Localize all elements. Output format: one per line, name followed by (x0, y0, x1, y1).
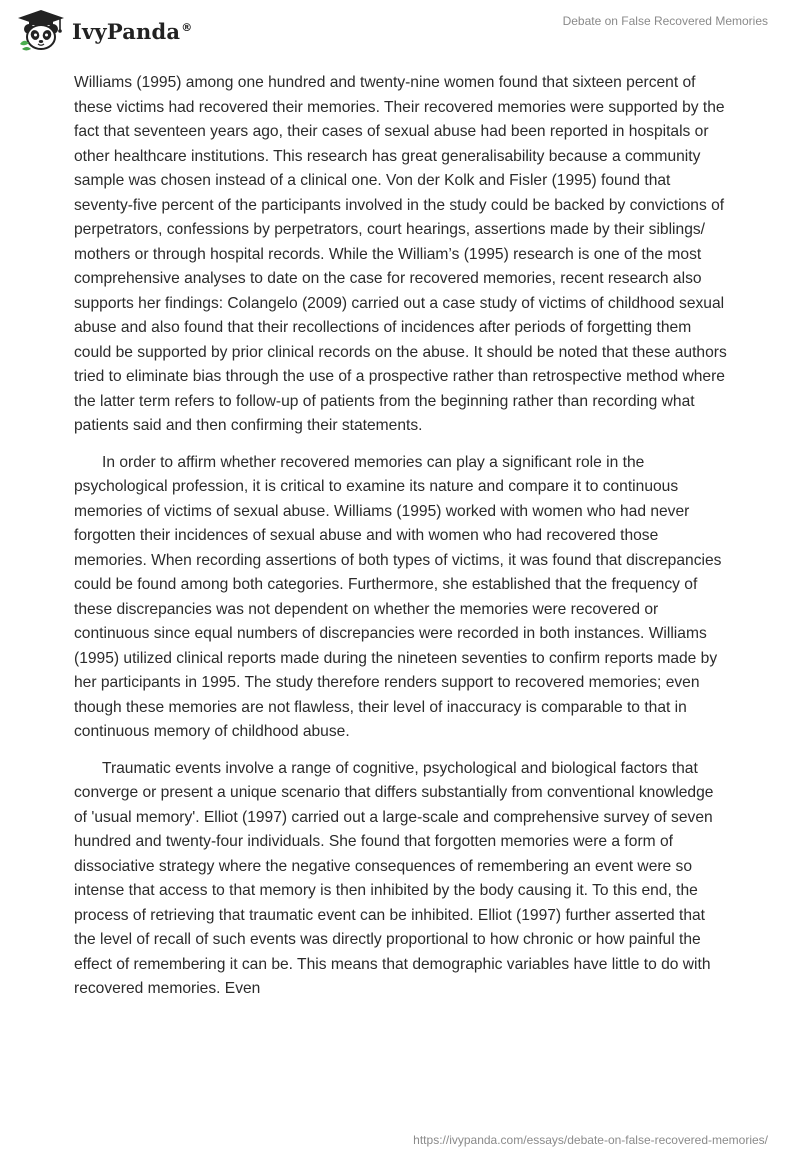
paragraph-1: Williams (1995) among one hundred and twenty-nine women found that sixteen percent of these victims had recovered their memories. Their recovered memories were supported by the fact that seventeen years ago, their cases of sexual abuse had been reported in hospitals or other healthcare institutions. This research has great generalisability because a community sample was chosen instead of a clinical one. Von der Kolk and Fisler (1995) found that seventy-five percent of the participants involved in the study could be backed by convictions of perpetrators, confessions by perpetrators, court hearings, assertions made by their siblings/ mothers or through hospital records. While the William’s (1995) research is one of the most comprehensive analyses to date on the case for recovered memories, recent research also supports her findings: Colangelo (2009) carried out a case study of victims of childhood sexual abuse and also found that their recollections of incidences after periods of forgetting them could be supported by prior clinical records on the abuse. It should be noted that these authors tried to eliminate bias through the use of a prospective rather than retrospective method where the latter term refers to follow-up of patients from the beginning rather than recording what patients said and then confirming their statements. (74, 74, 727, 434)
essay-body (74, 71, 730, 1014)
brand-name: IvyPanda® (72, 18, 193, 44)
brand-logo[interactable] (14, 8, 192, 52)
source-url[interactable]: https://ivypanda.com/essays/debate-on-false-recovered-memories/ (413, 1133, 768, 1147)
registered-mark: ® (181, 20, 193, 34)
paragraph-3: Traumatic events involve a range of cognitive, psychological and biological factors that converge or present a unique scenario that differs substantially from conventional knowledge of 'usual memory'. Elliot (1997) carried out a large-scale and comprehensive survey of seven hundred and twenty-four individuals. She found that forgotten memories were a form of dissociative strategy where the negative consequences of remembering an event were so intense that access to that memory is then inhibited by the body causing it. To this end, the process of retrieving that traumatic event can be inhibited. Elliot (1997) further asserted that the level of recall of such events was directly proportional to how chronic or how painful the effect of remembering it can be. This means that demographic variables have little to do with recovered memories. Even (74, 759, 714, 997)
document-title: Debate on False Recovered Memories (562, 14, 768, 28)
paragraph-2: In order to affirm whether recovered memories can play a significant role in the psychological profession, it is critical to examine its nature and compare it to continuous memories of victims of sexual abuse. Williams (1995) worked with women who had never forgotten their incidences of sexual abuse and with women who had recovered those memories. When recording assertions of both types of victims, it was found that discrepancies could be found among both categories. Furthermore, she established that the frequency of these discrepancies was not dependent on whether the memories were recovered or continuous since equal numbers of discrepancies were recorded in both instances. Williams (1995) utilized clinical reports made during the nineteen seventies to confirm reports made by her participants in 1995. The study therefore renders support to recovered memories; even though these memories are not flawless, their level of inaccuracy is comparable to that in continuous memory of childhood abuse. (74, 453, 722, 740)
page-header (0, 0, 800, 60)
panda-graduate-icon (14, 8, 68, 52)
